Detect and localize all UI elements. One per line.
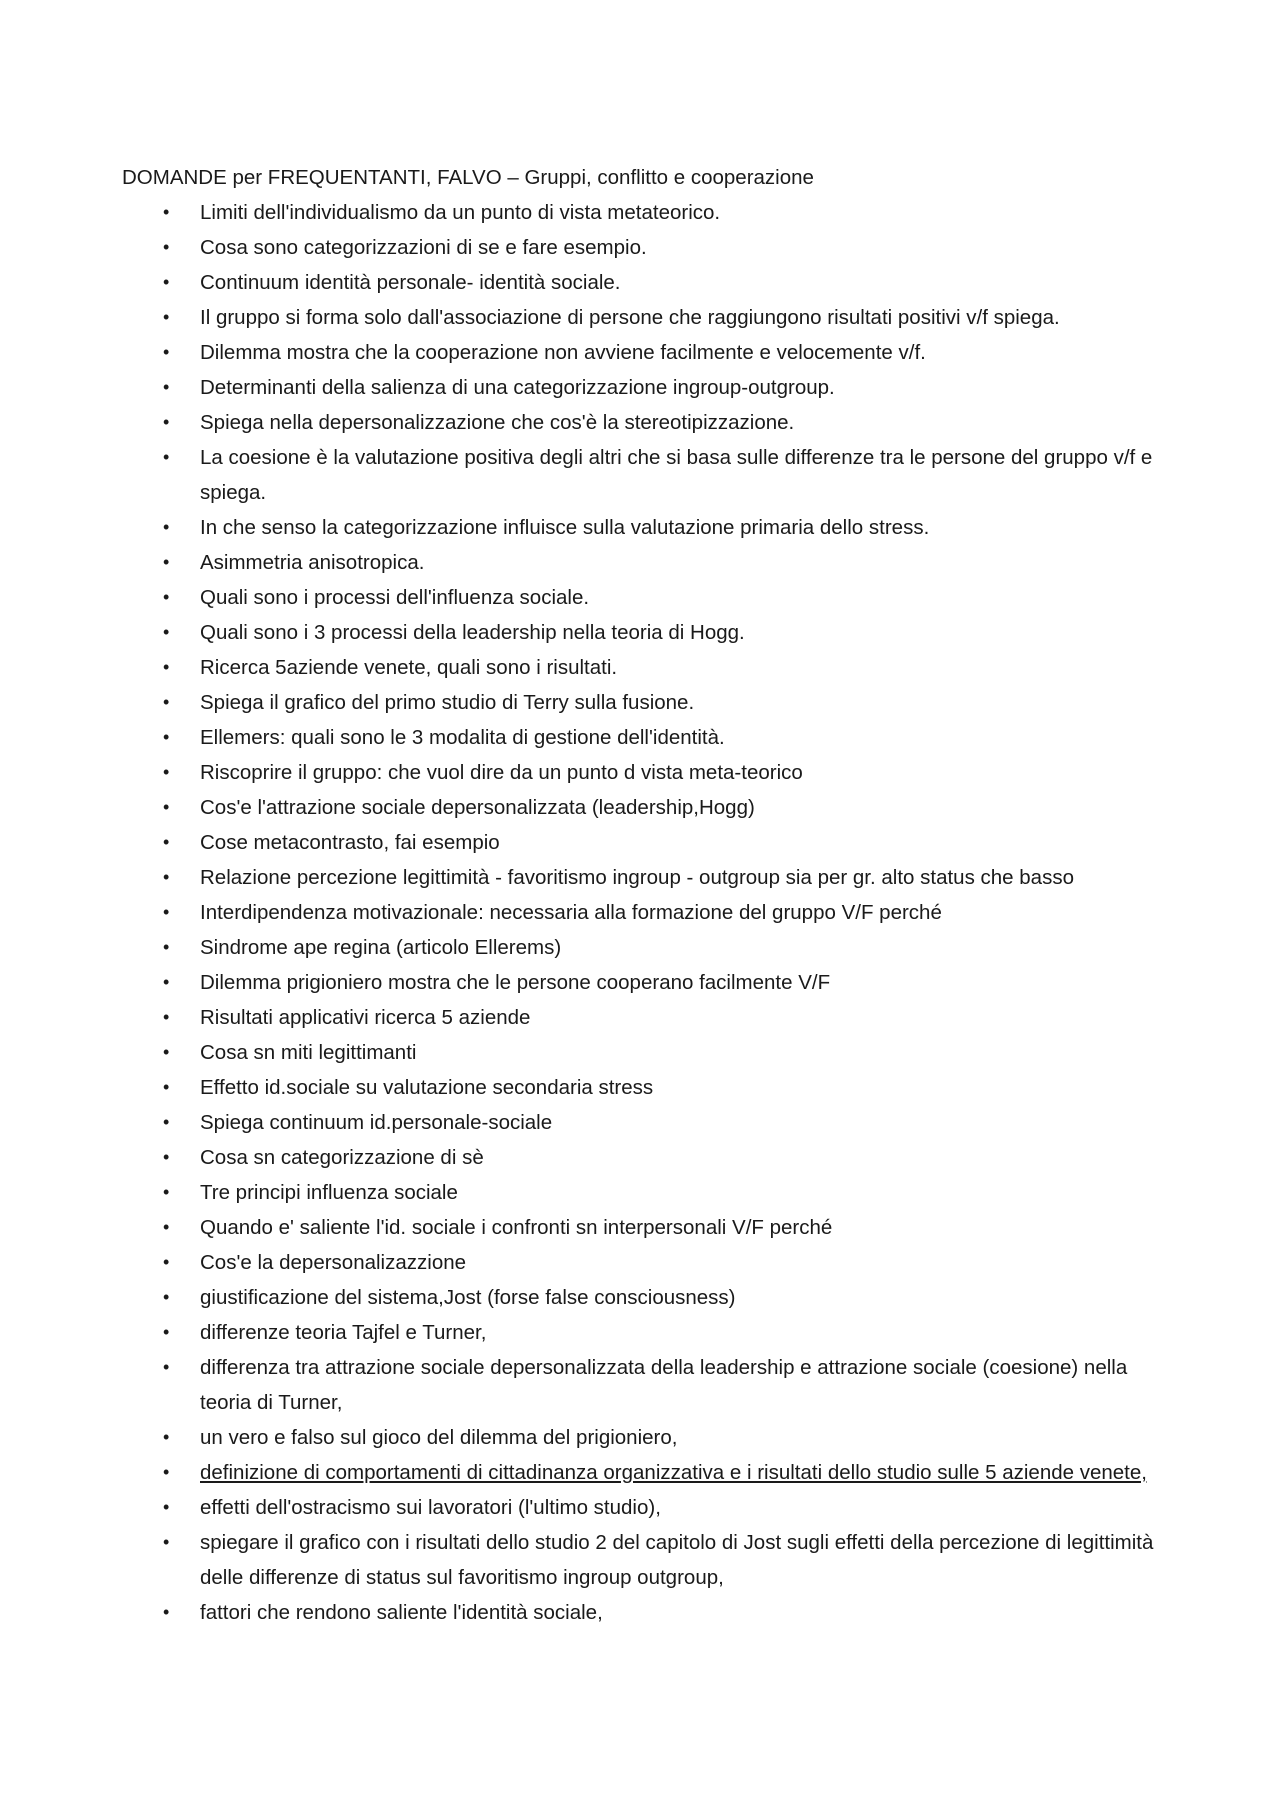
bullet-icon: • (163, 1357, 170, 1377)
question-item (0, 300, 1280, 335)
question-item (0, 1210, 1280, 1245)
question-item (0, 1245, 1280, 1280)
question-text: Tre principi influenza sociale (200, 1181, 458, 1204)
question-text: fattori che rendono saliente l'identità sociale, (200, 1601, 603, 1624)
question-item (0, 720, 1280, 755)
question-item (0, 650, 1280, 685)
bullet-icon: • (163, 552, 170, 572)
bullet-icon: • (163, 1147, 170, 1167)
question-text: Il gruppo si forma solo dall'associazione di persone che raggiungono risultati positivi v/f spiega. (200, 306, 1060, 329)
bullet-icon: • (163, 587, 170, 607)
bullet-icon: • (163, 412, 170, 432)
bullet-icon: • (163, 622, 170, 642)
question-text: Continuum identità personale- identità sociale. (200, 271, 621, 294)
bullet-icon: • (163, 1217, 170, 1237)
question-item (0, 755, 1280, 790)
question-text: Spiega nella depersonalizzazione che cos'è la stereotipizzazione. (200, 411, 795, 434)
bullet-icon: • (163, 902, 170, 922)
question-item (0, 230, 1280, 265)
question-text: spiegare il grafico con i risultati dello studio 2 del capitolo di Jost sugli effetti della percezione di legittimità delle differenze di status sul favoritismo ingroup outgroup, (200, 1531, 1154, 1589)
bullet-icon: • (163, 972, 170, 992)
question-list (0, 195, 1280, 1630)
bullet-icon: • (163, 657, 170, 677)
bullet-icon: • (163, 342, 170, 362)
question-text: Ellemers: quali sono le 3 modalita di gestione dell'identità. (200, 726, 725, 749)
question-text: Cose metacontrasto, fai esempio (200, 831, 500, 854)
question-item (0, 790, 1280, 825)
question-text: definizione di comportamenti di cittadinanza organizzativa e i risultati dello studio sulle 5 aziende venete, (200, 1461, 1147, 1484)
question-item (0, 1105, 1280, 1140)
question-text: Interdipendenza motivazionale: necessaria alla formazione del gruppo V/F perché (200, 901, 942, 924)
question-item (0, 545, 1280, 580)
question-text: Quali sono i processi dell'influenza sociale. (200, 586, 590, 609)
question-item (0, 1000, 1280, 1035)
question-text: Relazione percezione legittimità - favoritismo ingroup - outgroup sia per gr. alto status che basso (200, 866, 1074, 889)
question-item (0, 1525, 1280, 1595)
bullet-icon: • (163, 1602, 170, 1622)
question-text: Cos'e l'attrazione sociale depersonalizzata (leadership,Hogg) (200, 796, 755, 819)
question-text: La coesione è la valutazione positiva degli altri che si basa sulle differenze tra le persone del gruppo v/f e spiega. (200, 446, 1153, 504)
question-item (0, 685, 1280, 720)
bullet-icon: • (163, 272, 170, 292)
bullet-icon: • (163, 1462, 170, 1482)
bullet-icon: • (163, 1497, 170, 1517)
question-text: effetti dell'ostracismo sui lavoratori (l'ultimo studio), (200, 1496, 661, 1519)
bullet-icon: • (163, 1427, 170, 1447)
question-item (0, 1490, 1280, 1525)
question-item (0, 1175, 1280, 1210)
question-item (0, 510, 1280, 545)
question-text: Asimmetria anisotropica. (200, 551, 425, 574)
question-item (0, 195, 1280, 230)
bullet-icon: • (163, 1182, 170, 1202)
question-item (0, 405, 1280, 440)
question-text: differenza tra attrazione sociale depersonalizzata della leadership e attrazione sociale (coesione) nella teoria di Turner, (200, 1356, 1128, 1414)
question-text: In che senso la categorizzazione influisce sulla valutazione primaria dello stress. (200, 516, 930, 539)
question-item (0, 1455, 1280, 1490)
question-text: Quali sono i 3 processi della leadership nella teoria di Hogg. (200, 621, 745, 644)
question-text: Spiega continuum id.personale-sociale (200, 1111, 553, 1134)
bullet-icon: • (163, 1112, 170, 1132)
question-item (0, 1070, 1280, 1105)
question-item (0, 1315, 1280, 1350)
question-text: Risultati applicativi ricerca 5 aziende (200, 1006, 531, 1029)
question-item (0, 965, 1280, 1000)
question-text: Spiega il grafico del primo studio di Terry sulla fusione. (200, 691, 695, 714)
bullet-icon: • (163, 832, 170, 852)
question-item (0, 265, 1280, 300)
bullet-icon: • (163, 237, 170, 257)
question-item (0, 615, 1280, 650)
question-item (0, 1035, 1280, 1070)
question-text: Cosa sn miti legittimanti (200, 1041, 417, 1064)
bullet-icon: • (163, 1077, 170, 1097)
question-text: Riscoprire il gruppo: che vuol dire da un punto d vista meta-teorico (200, 761, 803, 784)
bullet-icon: • (163, 202, 170, 222)
bullet-icon: • (163, 1042, 170, 1062)
document-title: DOMANDE per FREQUENTANTI, FALVO – Gruppi, conflitto e cooperazione (122, 166, 814, 189)
question-item (0, 1140, 1280, 1175)
question-item (0, 440, 1280, 510)
question-item (0, 1420, 1280, 1455)
bullet-icon: • (163, 1252, 170, 1272)
question-text: Effetto id.sociale su valutazione secondaria stress (200, 1076, 654, 1099)
bullet-icon: • (163, 1532, 170, 1552)
question-item (0, 1280, 1280, 1315)
bullet-icon: • (163, 762, 170, 782)
question-text: Determinanti della salienza di una categorizzazione ingroup-outgroup. (200, 376, 835, 399)
question-text: un vero e falso sul gioco del dilemma del prigioniero, (200, 1426, 678, 1449)
question-text: Quando e' saliente l'id. sociale i confronti sn interpersonali V/F perché (200, 1216, 833, 1239)
bullet-icon: • (163, 307, 170, 327)
bullet-icon: • (163, 692, 170, 712)
question-text: Dilemma mostra che la cooperazione non avviene facilmente e velocemente v/f. (200, 341, 926, 364)
question-item (0, 1595, 1280, 1630)
bullet-icon: • (163, 1287, 170, 1307)
question-item (0, 580, 1280, 615)
bullet-icon: • (163, 867, 170, 887)
question-text: Limiti dell'individualismo da un punto di vista metateorico. (200, 201, 721, 224)
question-item (0, 895, 1280, 930)
question-item (0, 930, 1280, 965)
question-item (0, 335, 1280, 370)
bullet-icon: • (163, 377, 170, 397)
question-item (0, 860, 1280, 895)
bullet-icon: • (163, 517, 170, 537)
question-text: Cos'e la depersonalizazzione (200, 1251, 467, 1274)
question-item (0, 825, 1280, 860)
question-item (0, 1350, 1280, 1420)
bullet-icon: • (163, 1322, 170, 1342)
bullet-icon: • (163, 1007, 170, 1027)
question-text: Cosa sn categorizzazione di sè (200, 1146, 484, 1169)
bullet-icon: • (163, 447, 170, 467)
question-item (0, 370, 1280, 405)
bullet-icon: • (163, 797, 170, 817)
bullet-icon: • (163, 937, 170, 957)
bullet-icon: • (163, 727, 170, 747)
question-text: differenze teoria Tajfel e Turner, (200, 1321, 487, 1344)
question-text: Ricerca 5aziende venete, quali sono i risultati. (200, 656, 618, 679)
question-text: Dilemma prigioniero mostra che le persone cooperano facilmente V/F (200, 971, 831, 994)
question-text: giustificazione del sistema,Jost (forse false consciousness) (200, 1286, 736, 1309)
question-text: Sindrome ape regina (articolo Ellerems) (200, 936, 562, 959)
question-text: Cosa sono categorizzazioni di se e fare esempio. (200, 236, 647, 259)
